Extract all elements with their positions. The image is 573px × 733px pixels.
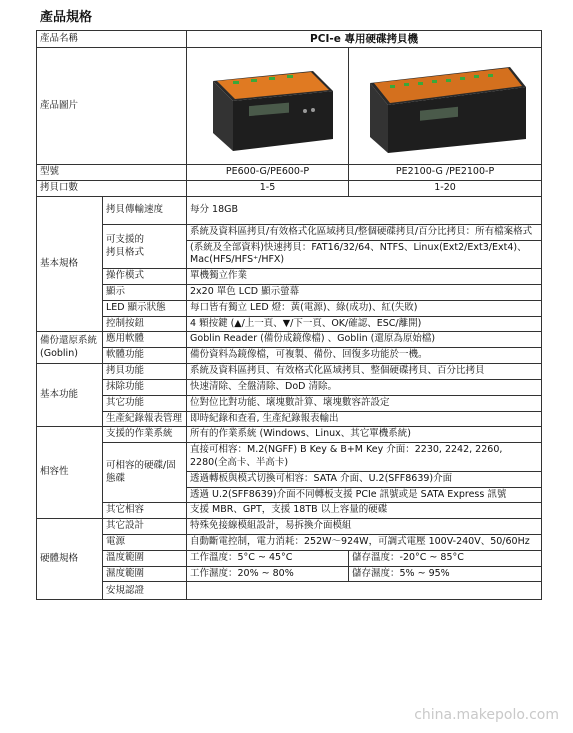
row-certification — [37, 582, 542, 600]
row-led — [37, 300, 542, 316]
label-design: 其它設計 — [103, 519, 187, 535]
row-name — [37, 31, 542, 48]
value-format-2: (系統及全部資料)快速拷貝：FAT16/32/64、NTFS、Linux(Ext2/Ext3/Ext4)、Mac(HFS/HFS⁺/HFX) — [187, 240, 542, 269]
row-buttons — [37, 316, 542, 332]
label-certification: 安規認證 — [103, 582, 187, 600]
value-erase: 快速清除、全盤清除、DoD 清除。 — [187, 379, 542, 395]
label-software: 軟體功能 — [103, 348, 187, 364]
model-a: PE600-G/PE600-P — [187, 165, 349, 181]
value-temp-operating: 工作溫度：5°C ~ 45°C — [187, 550, 349, 566]
label-other-function: 其它功能 — [103, 395, 187, 411]
label-humidity: 濕度範圍 — [103, 566, 187, 582]
group-compat: 相容性 — [37, 427, 103, 519]
row-os — [37, 427, 542, 443]
value-temp-storage: 儲存溫度：-20°C ~ 85°C — [349, 550, 542, 566]
label-mode: 操作模式 — [103, 269, 187, 285]
value-software: 備份資料為鏡像檔，可複製、備份、回復多功能於一機。 — [187, 348, 542, 364]
group-hardware: 硬體規格 — [37, 519, 103, 600]
value-hum-storage: 儲存濕度：5% ~ 95% — [349, 566, 542, 582]
value-hdd-3: 透過 U.2(SFF8639)介面不同轉板支援 PCIe 訊號或是 SATA Express 訊號 — [187, 487, 542, 503]
value-log: 即時紀錄和查看, 生產紀錄報表輸出 — [187, 411, 542, 427]
product-image-pe600 — [187, 48, 349, 165]
label-format-1: 可支援的 — [106, 233, 145, 245]
row-ports — [37, 180, 542, 196]
value-name: PCI-e 專用硬碟拷貝機 — [187, 31, 542, 48]
value-other-compat: 支援 MBR、GPT，支援 18TB 以上容量的硬碟 — [187, 503, 542, 519]
value-hdd-1: 直接可相容：M.2(NGFF) B Key & B+M Key 介面：2230, 2242, 2260, 2280(全高卡、半高卡) — [187, 443, 542, 472]
model-b: PE2100-G /PE2100-P — [349, 165, 542, 181]
label-other-compat: 其它相容 — [103, 503, 187, 519]
row-power — [37, 535, 542, 551]
value-speed: 每分 18GB — [187, 196, 542, 224]
row-image — [37, 48, 542, 165]
label-led: LED 顯示狀態 — [103, 300, 187, 316]
group-function: 基本功能 — [37, 364, 103, 427]
value-other-function: 位對位比對功能、壞塊數計算、壞塊數容許設定 — [187, 395, 542, 411]
value-led: 每口皆有獨立 LED 燈：黃(電源)、綠(成功)、紅(失敗) — [187, 300, 542, 316]
value-hum-operating: 工作濕度：20% ~ 80% — [187, 566, 349, 582]
row-humidity — [37, 566, 542, 582]
value-display: 2x20 單色 LCD 顯示螢幕 — [187, 285, 542, 301]
row-model — [37, 165, 542, 181]
value-certification — [187, 582, 542, 600]
value-os: 所有的作業系統 (Windows、Linux、其它單機系統) — [187, 427, 542, 443]
label-format — [103, 224, 187, 268]
label-ports: 拷貝口數 — [37, 180, 187, 196]
label-name: 產品名稱 — [37, 31, 187, 48]
label-format-2: 拷貝格式 — [106, 246, 145, 258]
page-title: 產品規格 — [40, 10, 93, 25]
row-software — [37, 348, 542, 364]
value-mode: 單機獨立作業 — [187, 269, 542, 285]
row-erase — [37, 379, 542, 395]
value-format-1: 系統及資料區拷貝/有效格式化區域拷貝/整個硬碟拷貝/百分比拷貝：所有檔案格式 — [187, 224, 542, 240]
value-design: 特殊免接線模組設計，易拆換介面模組 — [187, 519, 542, 535]
row-design — [37, 519, 542, 535]
label-power: 電源 — [103, 535, 187, 551]
label-model: 型號 — [37, 165, 187, 181]
group-basic: 基本規格 — [37, 196, 103, 332]
group-backup: 備份還原系統 (Goblin) — [37, 332, 103, 364]
value-copy: 系統及資料區拷貝、有效格式化區域拷貝、整個硬碟拷貝、百分比拷貝 — [187, 364, 542, 380]
row-copy — [37, 364, 542, 380]
label-image: 產品圖片 — [37, 48, 187, 165]
product-image-pe2100 — [349, 48, 542, 165]
row-other-compat — [37, 503, 542, 519]
row-other-function — [37, 395, 542, 411]
label-hdd: 可相容的硬碟/固態碟 — [103, 443, 187, 503]
row-display — [37, 285, 542, 301]
value-hdd-2: 透過轉板與模式切換可相容：SATA 介面、U.2(SFF8639)介面 — [187, 471, 542, 487]
row-format-1 — [37, 224, 542, 240]
label-temperature: 溫度範圍 — [103, 550, 187, 566]
label-app: 應用軟體 — [103, 332, 187, 348]
value-buttons: 4 顆按鍵 (▲/上一頁、▼/下一頁、OK/確認、ESC/離開) — [187, 316, 542, 332]
label-erase: 抹除功能 — [103, 379, 187, 395]
label-buttons: 控制按鈕 — [103, 316, 187, 332]
row-temperature — [37, 550, 542, 566]
label-log: 生產紀錄報表管理 — [103, 411, 187, 427]
label-speed: 拷貝傳輸速度 — [103, 196, 187, 224]
row-hdd-1 — [37, 443, 542, 472]
row-log — [37, 411, 542, 427]
label-display: 顯示 — [103, 285, 187, 301]
value-power: 自動斷電控制，電力消耗：252W～924W，可調式電壓 100V-240V、50/60Hz — [187, 535, 542, 551]
value-app: Goblin Reader (備份成鏡像檔) 、Goblin (還原為原始檔) — [187, 332, 542, 348]
ports-a: 1-5 — [187, 180, 349, 196]
spec-table — [36, 30, 542, 600]
ports-b: 1-20 — [349, 180, 542, 196]
row-mode — [37, 269, 542, 285]
row-app — [37, 332, 542, 348]
watermark: china.makepolo.com — [414, 707, 559, 723]
label-copy: 拷貝功能 — [103, 364, 187, 380]
label-os: 支援的作業系統 — [103, 427, 187, 443]
row-speed — [37, 196, 542, 224]
